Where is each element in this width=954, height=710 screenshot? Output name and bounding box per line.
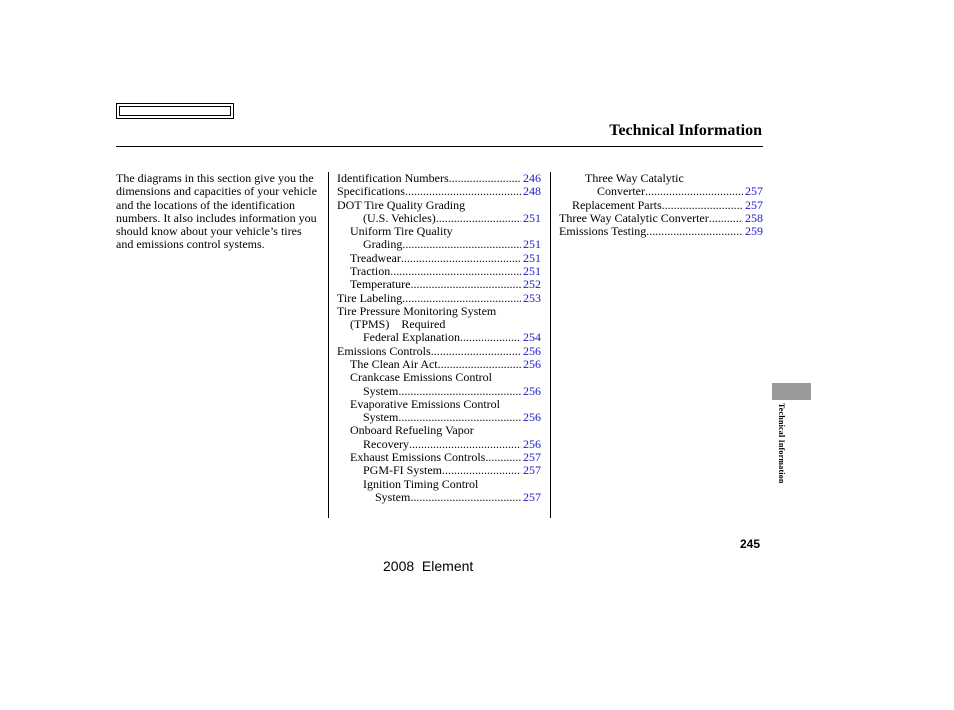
entry-heading: Ignition Timing Control bbox=[363, 477, 479, 491]
page-link[interactable]: 259 bbox=[745, 224, 763, 238]
page-link[interactable]: 257 bbox=[745, 198, 763, 212]
index-entry[interactable] bbox=[559, 225, 763, 238]
page-link[interactable]: 256 bbox=[523, 437, 541, 451]
page-link[interactable]: 246 bbox=[523, 171, 541, 185]
leader-dots bbox=[431, 345, 521, 358]
index-entry[interactable] bbox=[363, 238, 541, 251]
page-link[interactable]: 257 bbox=[523, 490, 541, 504]
section-side-tab[interactable] bbox=[772, 383, 811, 400]
entry-label: Traction bbox=[350, 264, 391, 278]
section-tab-box bbox=[116, 103, 234, 119]
entry-label: PGM-FI System bbox=[363, 463, 443, 477]
leader-dots bbox=[402, 238, 521, 251]
page-link[interactable]: 258 bbox=[745, 211, 763, 225]
leader-dots bbox=[410, 278, 521, 291]
entry-heading: (TPMS) Required bbox=[350, 317, 446, 331]
entry-heading: Onboard Refueling Vapor bbox=[350, 423, 474, 437]
header-rule bbox=[116, 146, 763, 147]
page-link[interactable]: 248 bbox=[523, 184, 541, 198]
entry-label: Specifications bbox=[337, 184, 405, 198]
entry-label: Replacement Parts bbox=[572, 198, 662, 212]
page-link[interactable]: 251 bbox=[523, 211, 541, 225]
entry-label: The Clean Air Act bbox=[350, 357, 438, 371]
entry-heading: DOT Tire Quality Grading bbox=[337, 198, 466, 212]
page-link[interactable]: 251 bbox=[523, 237, 541, 251]
leader-dots bbox=[401, 252, 521, 265]
page-link[interactable]: 257 bbox=[523, 450, 541, 464]
leader-dots bbox=[709, 212, 743, 225]
entry-label: Temperature bbox=[350, 277, 411, 291]
leader-dots bbox=[460, 331, 521, 344]
leader-dots bbox=[485, 451, 521, 464]
entry-heading: Evaporative Emissions Control bbox=[350, 397, 500, 411]
page-link[interactable]: 256 bbox=[523, 344, 541, 358]
entry-label: (U.S. Vehicles) bbox=[363, 211, 436, 225]
page-link[interactable]: 254 bbox=[523, 330, 541, 344]
page-link[interactable]: 257 bbox=[523, 463, 541, 477]
entry-label: System bbox=[363, 384, 399, 398]
entry-label: Exhaust Emissions Controls bbox=[350, 450, 486, 464]
page-link[interactable]: 251 bbox=[523, 251, 541, 265]
entry-label: Treadwear bbox=[350, 251, 401, 265]
entry-label: Recovery bbox=[363, 437, 409, 451]
entry-heading: Crankcase Emissions Control bbox=[350, 370, 492, 384]
page-title: Technical Information bbox=[609, 122, 762, 139]
entry-label: Identification Numbers bbox=[337, 171, 449, 185]
leader-dots bbox=[646, 225, 743, 238]
entry-heading: Three Way Catalytic bbox=[585, 171, 684, 185]
leader-dots bbox=[442, 464, 521, 477]
entry-label: Federal Explanation bbox=[363, 330, 460, 344]
entry-heading: Uniform Tire Quality bbox=[350, 224, 453, 238]
index-entry[interactable] bbox=[337, 185, 541, 198]
page-link[interactable]: 257 bbox=[745, 184, 763, 198]
leader-dots bbox=[645, 185, 743, 198]
index-entry[interactable] bbox=[375, 491, 541, 504]
leader-dots bbox=[449, 172, 521, 185]
index-entry[interactable] bbox=[363, 464, 541, 477]
page-link[interactable]: 256 bbox=[523, 357, 541, 371]
entry-label: Emissions Controls bbox=[337, 344, 431, 358]
column-divider-left bbox=[328, 172, 329, 518]
entry-label: Three Way Catalytic Converter bbox=[559, 211, 709, 225]
page-link[interactable]: 256 bbox=[523, 384, 541, 398]
intro-paragraph: The diagrams in this section give you the dimensions and capacities of your vehicle and the locations of the identification numbers. It also includes information you should know about your vehicle’s tires and emissions control systems. bbox=[116, 171, 317, 252]
index-entry[interactable] bbox=[363, 331, 541, 344]
entry-heading: Tire Pressure Monitoring System bbox=[337, 304, 497, 318]
entry-label: System bbox=[375, 490, 411, 504]
entry-label: Converter bbox=[597, 184, 645, 198]
index-entry[interactable] bbox=[597, 185, 763, 198]
page-link[interactable]: 256 bbox=[523, 410, 541, 424]
entry-label: Tire Labeling bbox=[337, 291, 403, 305]
footer-model: 2008 Element bbox=[383, 558, 474, 574]
column-divider-right bbox=[550, 172, 551, 518]
leader-dots bbox=[410, 491, 521, 504]
entry-label: Emissions Testing bbox=[559, 224, 647, 238]
page-link[interactable]: 251 bbox=[523, 264, 541, 278]
page-link[interactable]: 253 bbox=[523, 291, 541, 305]
index-entry[interactable] bbox=[350, 278, 541, 291]
page-link[interactable]: 252 bbox=[523, 277, 541, 291]
entry-label: System bbox=[363, 410, 399, 424]
section-side-label: Technical Information bbox=[777, 403, 786, 484]
entry-label: Grading bbox=[363, 237, 403, 251]
leader-dots bbox=[405, 185, 521, 198]
page-number: 245 bbox=[740, 537, 761, 551]
